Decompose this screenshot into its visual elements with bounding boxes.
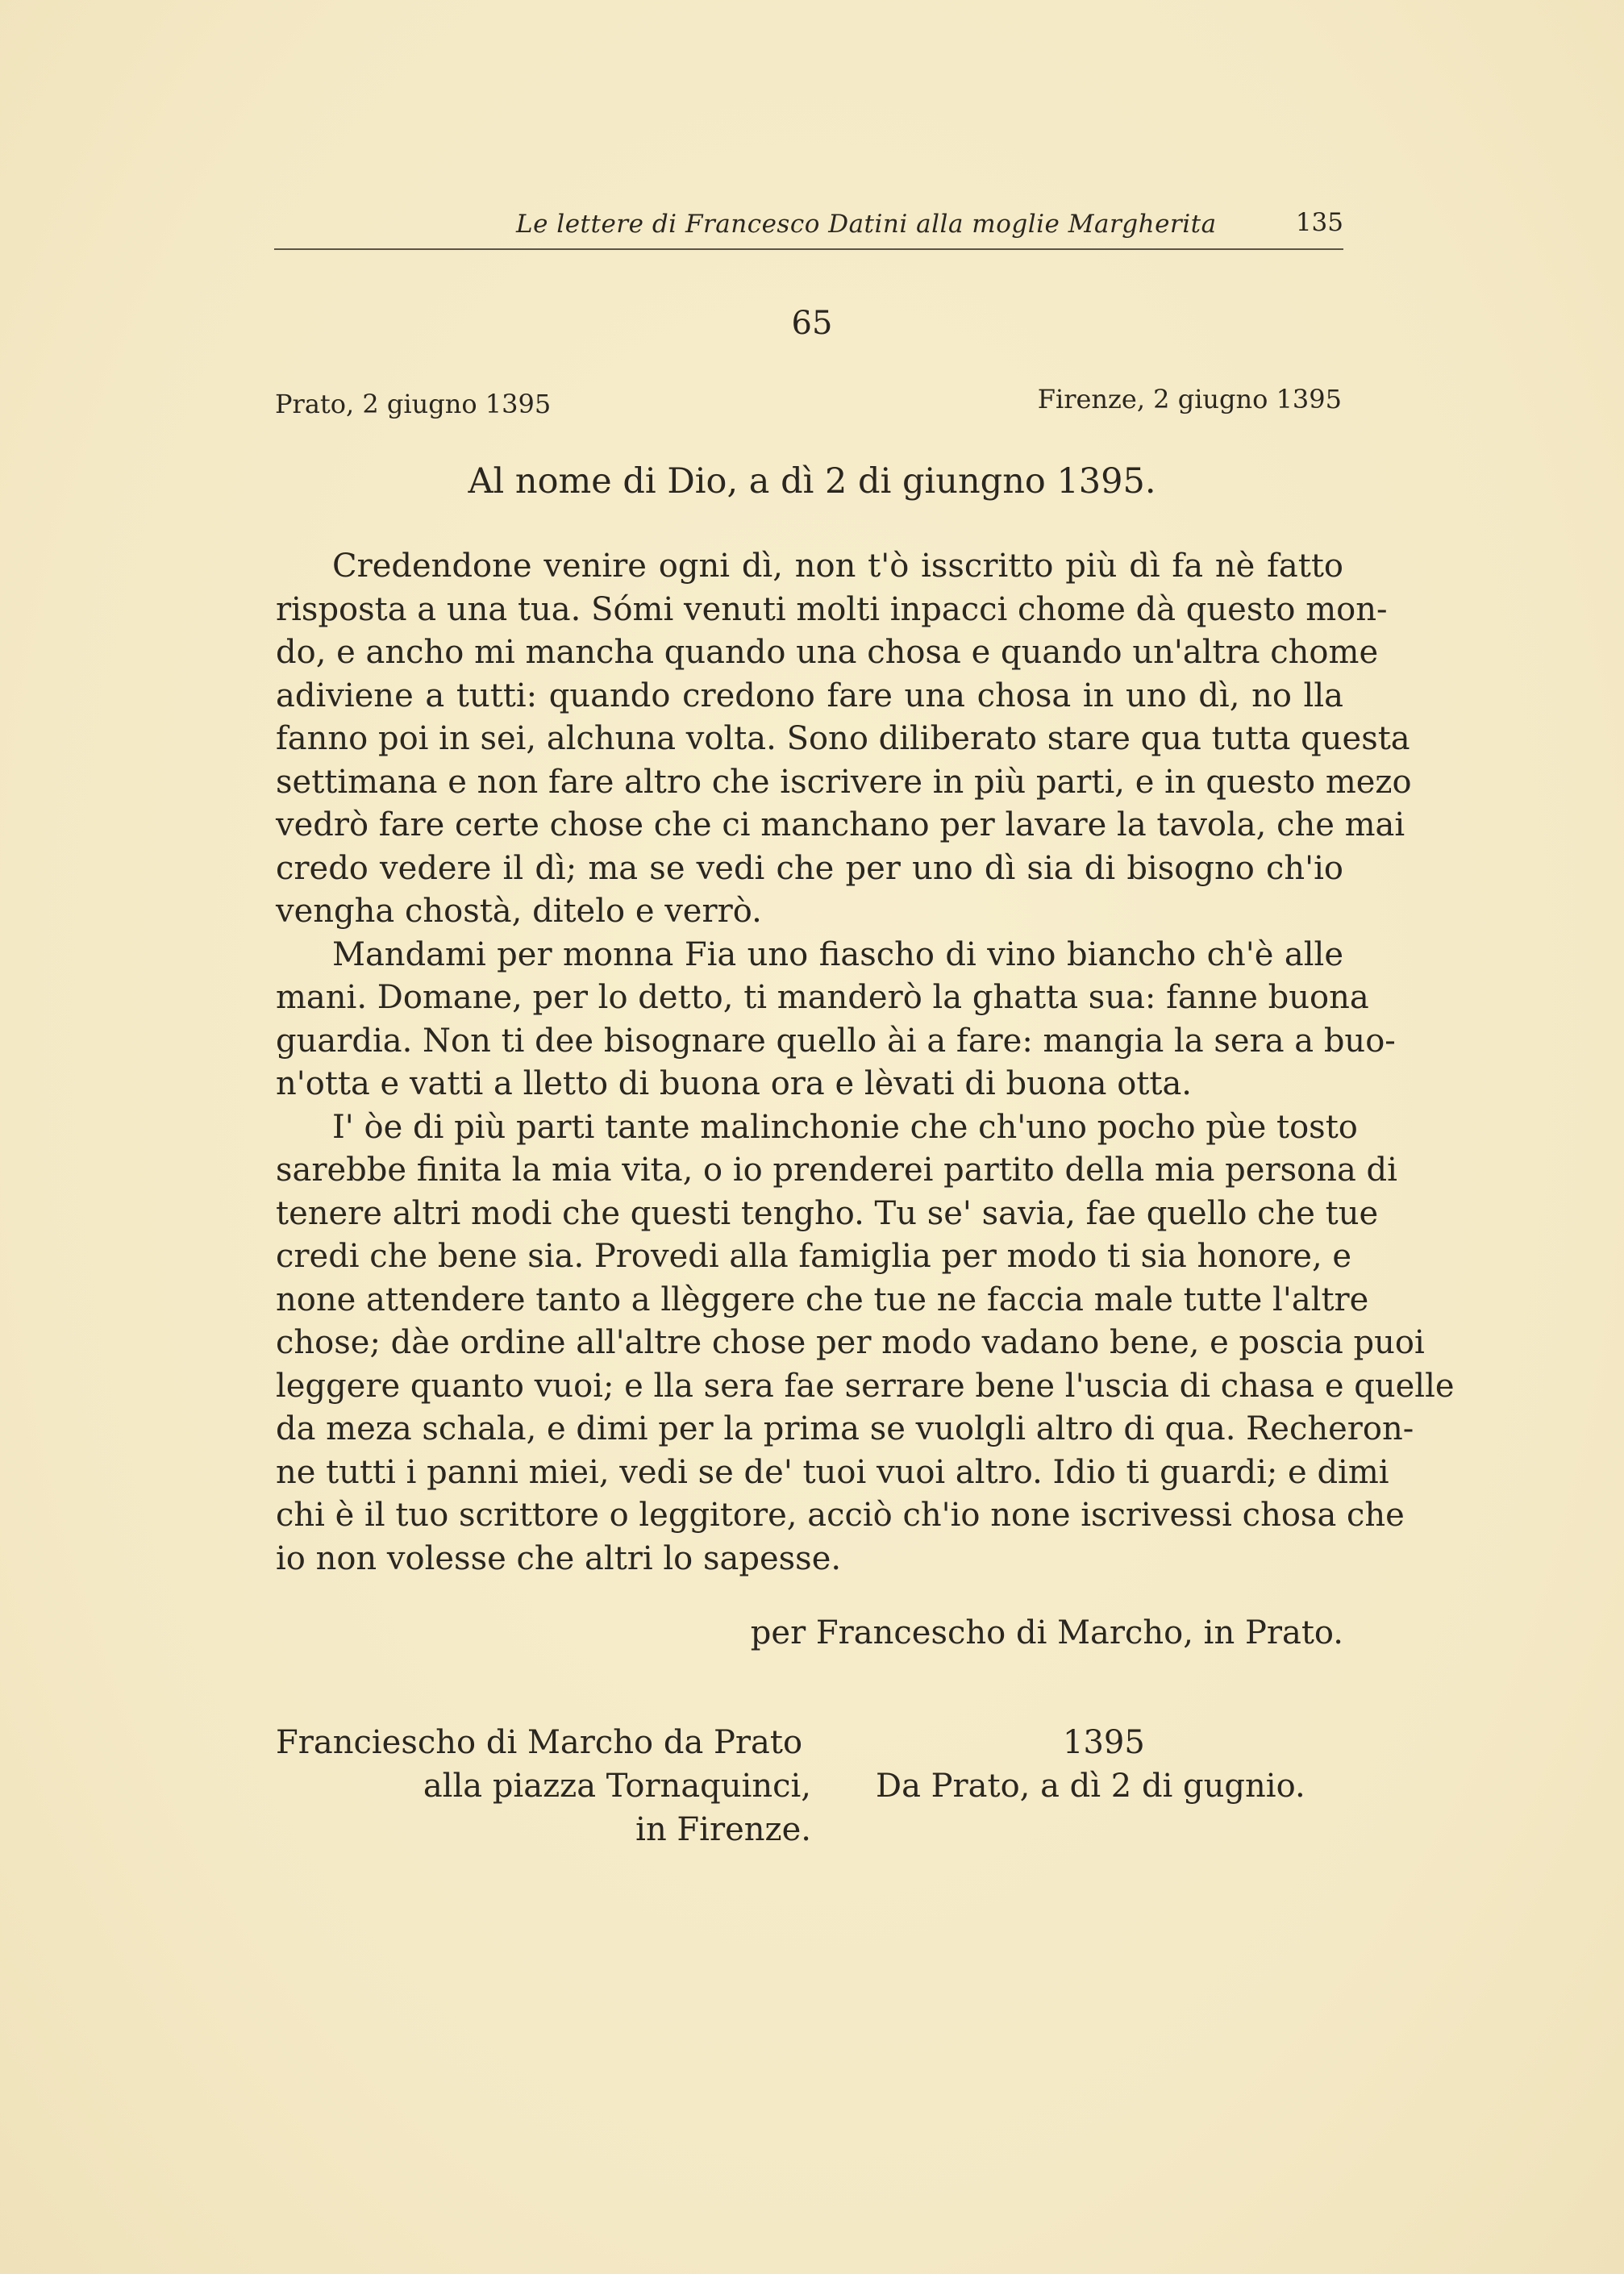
text-line: adiviene a tutti: quando credono fare una chosa in uno dì, no lla — [276, 677, 1343, 714]
text-line: I' òe di più parti tante malinchonie che ch'uno pocho pùe tosto — [332, 1108, 1358, 1146]
text-line: leggere quanto vuoi; e lla sera fae serrare bene l'uscia di chasa e quelle — [276, 1367, 1455, 1405]
paragraph-3 — [276, 1106, 1455, 1581]
text-line: da meza schala, e dimi per la prima se vuolgli altro di qua. Recheron- — [276, 1410, 1414, 1447]
text-line: mani. Domane, per lo detto, ti manderò la ghatta sua: fanne buona — [276, 979, 1369, 1016]
endorsement-block — [876, 1721, 1305, 1808]
letter-signature: per Francescho di Marcho, in Prato. — [750, 1614, 1343, 1651]
address-block — [276, 1721, 811, 1851]
text-line: credi che bene sia. Provedi alla famiglia per modo ti sia honore, e — [276, 1238, 1352, 1275]
text-line: none attendere tanto a llèggere che tue ne faccia male tutte l'altre — [276, 1281, 1369, 1318]
address-line: alla piazza Tornaquinci, — [423, 1768, 811, 1805]
letter-number: 65 — [791, 305, 833, 342]
letter-body — [276, 545, 1455, 1581]
text-line: Credendone venire ogni dì, non t'ò isscritto più dì fa nè fatto — [332, 548, 1343, 585]
text-line: risposta a una tua. Sómi venuti molti inpacci chome dà questo mon- — [276, 590, 1388, 628]
text-line: chose; dàe ordine all'altre chose per modo vadano bene, e poscia puoi — [276, 1324, 1425, 1361]
running-title: Le lettere di Francesco Datini alla moglie Margherita — [516, 210, 1217, 239]
text-line: credo vedere il dì; ma se vedi che per uno dì sia di bisogno ch'io — [276, 849, 1343, 887]
text-line: settimana e non fare altro che iscrivere in più parti, e in questo mezo — [276, 763, 1412, 801]
text-line: n'otta e vatti a lletto di buona ora e lèvati di buona otta. — [276, 1065, 1193, 1102]
place-date-right: Firenze, 2 giugno 1395 — [1037, 384, 1342, 414]
endorsement-year: 1395 — [1063, 1724, 1145, 1761]
text-line: Mandami per monna Fia uno fiascho di vino biancho ch'è alle — [332, 935, 1343, 973]
text-line: vengha chostà, ditelo e verrò. — [276, 893, 762, 930]
paragraph-2 — [276, 934, 1396, 1106]
text-line: vedrò fare certe chose che ci manchano per lavare la tavola, che mai — [276, 806, 1405, 843]
text-line: chi è il tuo scrittore o leggitore, acciò ch'io none iscrivessi chosa che — [276, 1497, 1405, 1534]
text-line: do, e ancho mi mancha quando una chosa e quando un'altra chome — [276, 634, 1379, 671]
text-line: fanno poi in sei, alchuna volta. Sono diliberato stare qua tutta questa — [276, 720, 1410, 757]
paragraph-1 — [276, 545, 1412, 934]
page-number: 135 — [1295, 208, 1343, 237]
place-date-left: Prato, 2 giugno 1395 — [275, 389, 552, 419]
text-line: tenere altri modi che questi tengho. Tu se' savia, fae quello che tue — [276, 1194, 1379, 1232]
text-line: ne tutti i panni miei, vedi se de' tuoi vuoi altro. Idio ti guardi; e dimi — [276, 1453, 1389, 1491]
address-line: in Firenze. — [635, 1811, 811, 1848]
running-header — [274, 206, 1343, 250]
text-line: guardia. Non ti dee bisognare quello ài a fare: mangia la sera a buo- — [276, 1022, 1396, 1060]
endorsement-line: Da Prato, a dì 2 di gugnio. — [876, 1768, 1305, 1805]
letter-invocation: Al nome di Dio, a dì 2 di giungno 1395. — [468, 461, 1156, 502]
address-line: Franciescho di Marcho da Prato — [276, 1724, 803, 1761]
text-line: sarebbe finita la mia vita, o io prenderei partito della mia persona di — [276, 1152, 1397, 1189]
text-line: io non volesse che altri lo sapesse. — [276, 1539, 842, 1577]
